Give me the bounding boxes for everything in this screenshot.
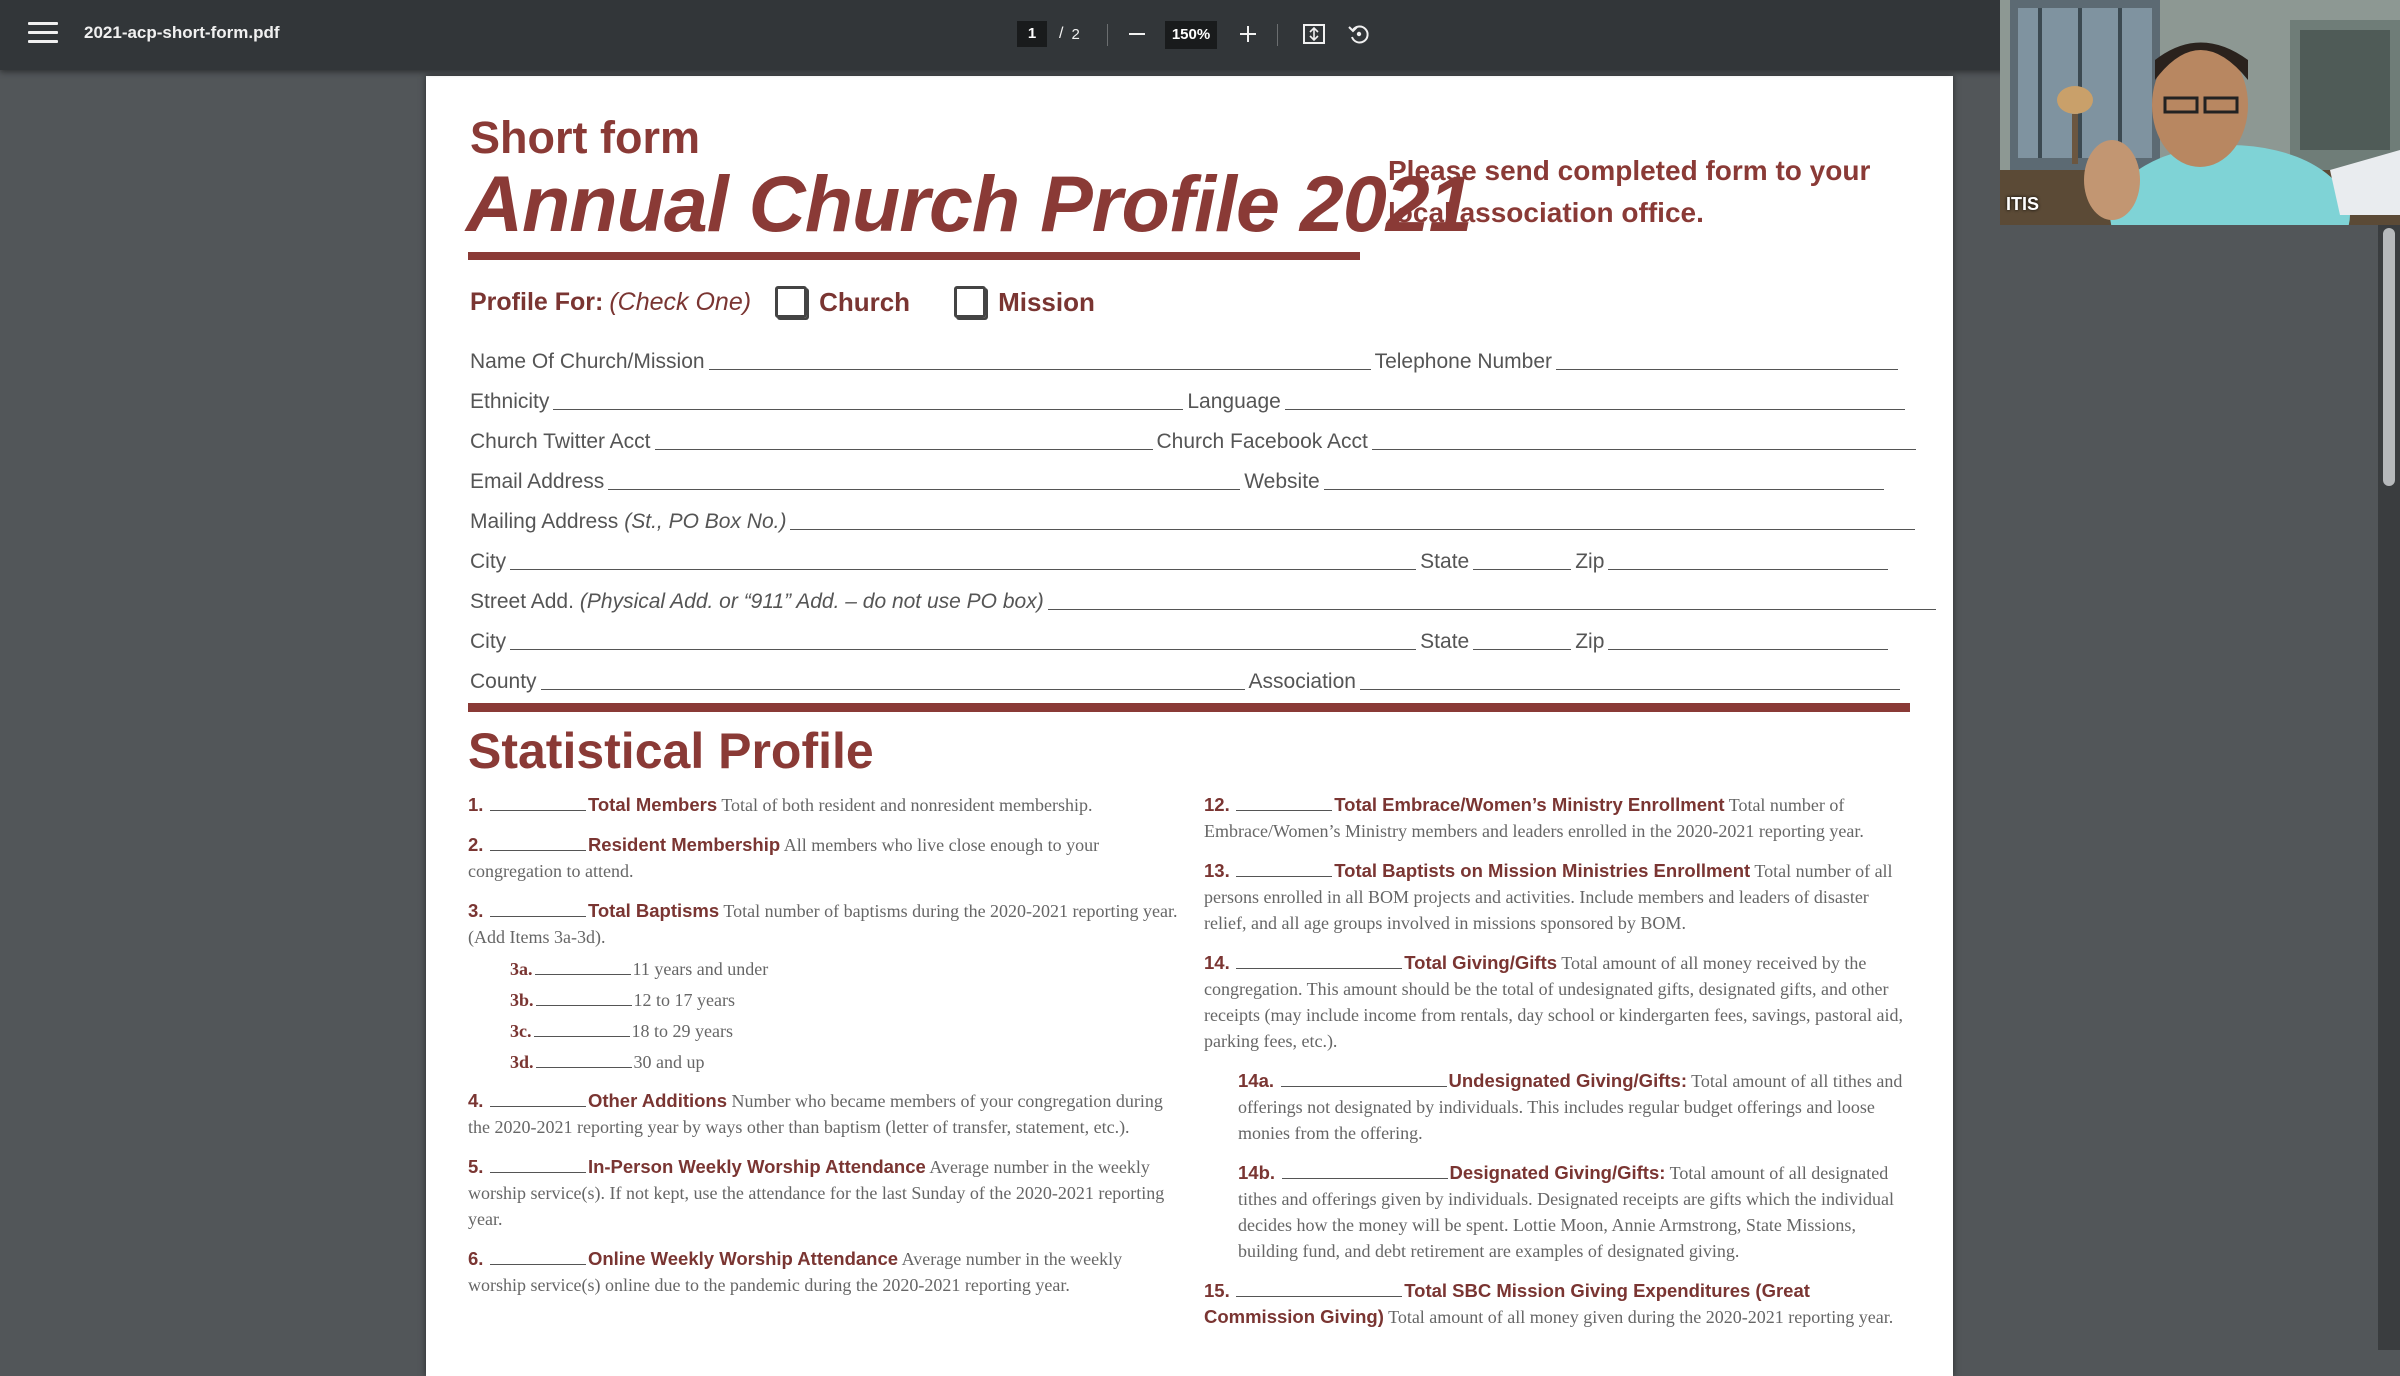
- state-2-field[interactable]: [1473, 649, 1571, 650]
- title-rule: [468, 252, 1360, 260]
- statistical-left-column: [468, 792, 1184, 1312]
- name-field[interactable]: [709, 369, 1371, 370]
- church-option-label: Church: [819, 286, 911, 317]
- form-row-email: [470, 464, 1888, 498]
- page-indicator: [1017, 21, 1080, 47]
- page-number-input[interactable]: 1: [1017, 21, 1047, 47]
- rotate-button[interactable]: [1343, 18, 1375, 50]
- association-field[interactable]: [1360, 689, 1900, 690]
- stat-item-3: 3. Total Baptisms Total number of baptisms during the 2020-2021 reporting year. (Add Items 3a-3d).: [468, 900, 1178, 947]
- stat-item-3d: 3d. 30 and up: [510, 1052, 705, 1072]
- mission-checkbox[interactable]: [954, 286, 986, 318]
- page-separator: /: [1059, 25, 1064, 42]
- rotate-icon: [1347, 22, 1371, 46]
- toolbar-divider: [1277, 24, 1278, 46]
- participant-video: [2000, 0, 2400, 225]
- stat-item-13: 13. Total Baptists on Mission Ministries Enrollment Total number of all persons enrolled in all BOM projects and activities. Include members and leaders of disaster relief, and all age groups involved in missions sponsored by BOM.: [1204, 860, 1893, 933]
- baptism-sub-items: [510, 954, 1184, 1078]
- plus-icon: [1239, 25, 1257, 43]
- zoom-out-button[interactable]: [1121, 18, 1153, 50]
- form-row-ethnicity: [470, 384, 1909, 418]
- form-subtitle: Short form: [470, 112, 700, 163]
- form-title: Annual Church Profile 2021: [466, 159, 1472, 248]
- baptisms-3d-field[interactable]: [536, 1067, 632, 1068]
- zip-2-label: Zip: [1575, 630, 1605, 653]
- sbc-mission-giving-field[interactable]: [1236, 1296, 1402, 1297]
- street-note: (Physical Add. or “911” Add. – do not use PO box): [579, 590, 1044, 613]
- facebook-label: Church Facebook Acct: [1156, 430, 1368, 453]
- church-checkbox[interactable]: [775, 286, 807, 318]
- state-label: State: [1420, 550, 1470, 573]
- baptisms-3b-field[interactable]: [536, 1005, 632, 1006]
- language-field[interactable]: [1285, 409, 1905, 410]
- zip-2-field[interactable]: [1608, 649, 1888, 650]
- telephone-label: Telephone Number: [1374, 350, 1553, 373]
- mailing-label: Mailing Address: [470, 510, 619, 533]
- form-row-social: [470, 424, 1920, 458]
- section-rule: [468, 703, 1910, 712]
- check-one-note: (Check One): [609, 287, 752, 316]
- undesignated-giving-field[interactable]: [1281, 1086, 1447, 1087]
- stat-item-15: 15. Total SBC Mission Giving Expenditures (Great Commission Giving) Total amount of all money given during the 2020-2021 reporting year.: [1204, 1280, 1894, 1327]
- mailing-note: (St., PO Box No.): [624, 510, 787, 533]
- email-label: Email Address: [470, 470, 605, 493]
- website-field[interactable]: [1324, 489, 1884, 490]
- video-call-tile: [2000, 0, 2400, 225]
- stat-item-14a: 14a. Undesignated Giving/Gifts: Total amount of all tithes and offerings not designated by individuals. This includes regular budget offerings and loose monies from the offering.: [1238, 1070, 1903, 1143]
- stat-item-2: 2. Resident Membership All members who live close enough to your congregation to attend.: [468, 834, 1100, 881]
- stat-item-14b: 14b. Designated Giving/Gifts: Total amount of all designated tithes and offerings given by individuals. Designated receipts are gifts which the individual decides how the money will be spent. Lottie Moon, Annie Armstrong, State Missions, building fund, and debt retirement are examples of designated giving.: [1238, 1162, 1895, 1261]
- language-label: Language: [1187, 390, 1281, 413]
- ethnicity-label: Ethnicity: [470, 390, 550, 413]
- form-row-city-2: [470, 624, 1892, 658]
- form-row-name: [470, 344, 1902, 378]
- zip-field[interactable]: [1608, 569, 1888, 570]
- city-field[interactable]: [510, 569, 1416, 570]
- other-additions-field[interactable]: [490, 1106, 586, 1107]
- send-instructions: Please send completed form to your local association office.: [1388, 155, 1871, 228]
- stat-item-3b: 3b. 12 to 17 years: [510, 990, 735, 1010]
- mission-option-label: Mission: [998, 286, 1095, 317]
- city-2-field[interactable]: [510, 649, 1416, 650]
- toolbar-divider: [1107, 24, 1108, 46]
- stat-item-3a: 3a. 11 years and under: [510, 959, 769, 979]
- name-label: Name Of Church/Mission: [470, 350, 705, 373]
- form-row-city: [470, 544, 1892, 578]
- in-person-attendance-field[interactable]: [490, 1172, 586, 1173]
- statistical-right-column: [1204, 792, 1912, 1344]
- form-row-mailing: [470, 504, 1919, 538]
- total-pages: 2: [1071, 25, 1080, 43]
- online-attendance-field[interactable]: [490, 1264, 586, 1265]
- website-label: Website: [1244, 470, 1320, 493]
- zoom-level-input[interactable]: 150%: [1165, 21, 1217, 49]
- total-baptisms-field[interactable]: [490, 916, 586, 917]
- stat-item-4: 4. Other Additions Number who became members of your congregation during the 2020-2021 reporting year by ways other than baptism (letter of transfer, statement, etc.).: [468, 1090, 1163, 1137]
- state-field[interactable]: [1473, 569, 1571, 570]
- total-giving-field[interactable]: [1236, 968, 1402, 969]
- total-members-field[interactable]: [490, 810, 586, 811]
- twitter-label: Church Twitter Acct: [470, 430, 651, 453]
- fit-to-page-button[interactable]: [1298, 18, 1330, 50]
- profile-for-row: [470, 286, 1115, 318]
- facebook-field[interactable]: [1372, 449, 1916, 450]
- file-name: 2021-acp-short-form.pdf: [84, 23, 280, 42]
- twitter-field[interactable]: [655, 449, 1153, 450]
- stat-item-3c: 3c. 18 to 29 years: [510, 1021, 733, 1041]
- county-field[interactable]: [541, 689, 1245, 690]
- minus-icon: [1128, 25, 1146, 43]
- stat-item-1: 1. Total Members Total of both resident and nonresident membership.: [468, 794, 1093, 815]
- association-label: Association: [1248, 670, 1356, 693]
- mailing-address-field[interactable]: [790, 529, 1915, 530]
- participant-name: ITIS: [2006, 194, 2040, 214]
- stat-item-12: 12. Total Embrace/Women’s Ministry Enrollment Total number of Embrace/Women’s Ministry members and leaders enrolled in the 2020-2021 reporting year.: [1204, 794, 1864, 841]
- city-2-label: City: [470, 630, 507, 653]
- zoom-in-button[interactable]: [1232, 18, 1264, 50]
- menu-icon[interactable]: [28, 22, 58, 48]
- county-label: County: [470, 670, 537, 693]
- street-address-field[interactable]: [1048, 609, 1936, 610]
- resident-membership-field[interactable]: [490, 850, 586, 851]
- profile-for-label: Profile For:: [470, 287, 604, 316]
- stat-item-5: 5. In-Person Weekly Worship Attendance Average number in the weekly worship service(s). If not kept, use the attendance for the last Sunday of the 2020-2021 reporting year.: [468, 1156, 1165, 1229]
- zip-label: Zip: [1575, 550, 1605, 573]
- fit-page-icon: [1302, 23, 1326, 45]
- stat-item-6: 6. Online Weekly Worship Attendance Average number in the weekly worship service(s) online due to the pandemic during the 2020-2021 reporting year.: [468, 1248, 1123, 1295]
- form-row-street: [470, 584, 1940, 618]
- baptisms-3a-field[interactable]: [535, 974, 631, 975]
- street-label: Street Add.: [470, 590, 574, 613]
- baptisms-3c-field[interactable]: [534, 1036, 630, 1037]
- designated-giving-field[interactable]: [1282, 1178, 1448, 1179]
- telephone-field[interactable]: [1556, 369, 1898, 370]
- ethnicity-field[interactable]: [553, 409, 1183, 410]
- scrollbar-thumb[interactable]: [2383, 228, 2395, 486]
- email-field[interactable]: [608, 489, 1240, 490]
- bom-enrollment-field[interactable]: [1236, 876, 1332, 877]
- stat-item-14: 14. Total Giving/Gifts Total amount of all money received by the congregation. This amount should be the total of undesignated gifts, designated gifts, and other receipts (may include income from rentals, day school or kindergarten fees, savings, pastoral aid, parking fees, etc.).: [1204, 952, 1903, 1051]
- statistical-profile-title: Statistical Profile: [468, 723, 874, 779]
- state-2-label: State: [1420, 630, 1470, 653]
- embrace-enrollment-field[interactable]: [1236, 810, 1332, 811]
- city-label: City: [470, 550, 507, 573]
- pdf-page: [426, 76, 1953, 1376]
- form-row-county: [470, 664, 1904, 698]
